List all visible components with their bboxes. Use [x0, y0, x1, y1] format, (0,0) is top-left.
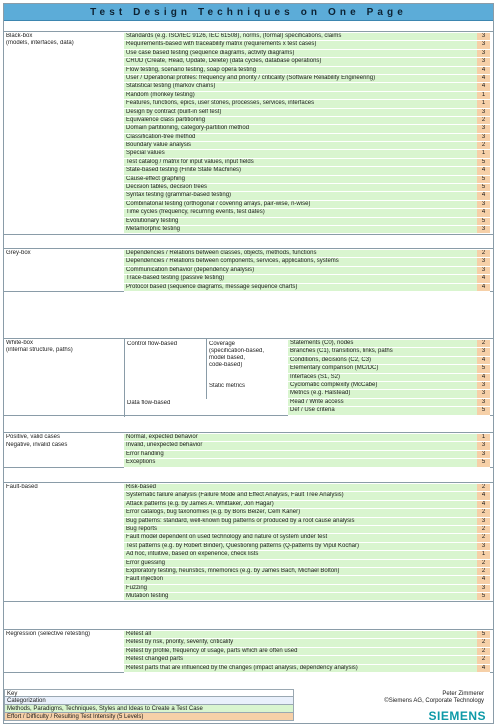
effort-level: 5	[477, 218, 490, 225]
effort-level: 4	[477, 83, 490, 90]
technique-row	[124, 526, 490, 534]
technique-text: Retest by profile, frequency of usage, parts which are often used	[126, 647, 298, 654]
technique-text: Dependencies / Relations between classes, objects, methods, functions	[126, 250, 317, 256]
technique-list	[124, 434, 490, 468]
technique-list	[124, 250, 490, 292]
technique-text: User / Operational profiles: frequency and priority / criticality (Software Reliability Engineering)	[126, 74, 376, 81]
section-label-line: Regression (selective retesting)	[6, 631, 91, 637]
effort-level: 2	[477, 560, 490, 567]
technique-row	[124, 218, 490, 226]
section-label-line: Negative, invalid cases	[6, 442, 68, 449]
technique-row	[124, 201, 490, 209]
coverage-label: code-based)	[209, 362, 243, 368]
technique-row	[124, 192, 490, 200]
technique-text: Exploratory testing, heuristics, mnemonics (e.g. by James Bach, Michael Bolton)	[126, 567, 340, 574]
section-label-line: (internal structure, paths)	[6, 347, 73, 353]
technique-text: Fault injection	[126, 576, 164, 583]
technique-row	[288, 365, 490, 373]
technique-row	[124, 459, 490, 467]
technique-row	[124, 509, 490, 517]
technique-text: Branches (C1), transitions, links, paths	[290, 348, 393, 355]
technique-text: Decision tables, decision trees	[126, 184, 208, 191]
technique-row	[124, 434, 490, 442]
effort-level: 3	[477, 50, 490, 57]
technique-row	[124, 134, 490, 142]
technique-text: Flow testing, scenario testing, soap opera testing	[126, 66, 257, 73]
section-positive-negative-cases	[4, 432, 493, 468]
technique-row	[124, 451, 490, 459]
technique-row	[124, 159, 490, 167]
technique-row	[124, 275, 490, 283]
technique-row	[288, 348, 490, 356]
section-grey-box	[4, 248, 493, 292]
technique-row	[124, 184, 490, 192]
technique-list	[124, 631, 490, 673]
section-label-line: Black-box	[6, 33, 33, 39]
technique-text: Syntax testing (grammar-based testing)	[126, 192, 232, 199]
technique-text: Requirements-based with traceability matrix (requirements x test cases)	[126, 41, 317, 48]
technique-row	[124, 576, 490, 584]
technique-row	[124, 560, 490, 568]
section-fault-based	[4, 482, 493, 602]
effort-level: 5	[477, 365, 490, 372]
technique-text: Standards (e.g. ISO/IEC 9126, IEC 61508), norms, (formal) specifications, claims	[126, 33, 342, 39]
effort-level: 2	[477, 639, 490, 646]
technique-row	[124, 100, 490, 108]
effort-level: 3	[477, 518, 490, 525]
effort-level: 2	[477, 142, 490, 149]
technique-text: Bug reports	[126, 525, 158, 532]
technique-text: Def / Use criteria	[290, 407, 335, 414]
technique-row	[124, 656, 490, 664]
technique-row	[288, 399, 490, 407]
page	[3, 3, 494, 724]
legend	[4, 687, 493, 724]
effort-level: 2	[477, 648, 490, 655]
section-label	[6, 33, 120, 47]
effort-level: 2	[477, 656, 490, 663]
technique-text: Invalid, unexpected behavior	[126, 442, 203, 449]
effort-level: 1	[477, 434, 490, 441]
effort-level: 1	[477, 100, 490, 107]
effort-level: 1	[477, 150, 490, 157]
technique-row	[124, 75, 490, 83]
effort-level: 3	[477, 543, 490, 550]
technique-text: Retest changed parts	[126, 656, 184, 663]
technique-text: Fuzzing	[126, 584, 148, 591]
effort-level: 5	[477, 593, 490, 600]
control-flow-label: Control flow-based	[127, 341, 178, 347]
section-label	[6, 434, 120, 449]
technique-text: Risk-based	[126, 484, 157, 490]
technique-row	[124, 176, 490, 184]
technique-row	[124, 250, 490, 258]
technique-text: State-based testing (Finite State Machines)	[126, 167, 242, 174]
effort-level: 4	[477, 167, 490, 174]
technique-row	[288, 357, 490, 365]
effort-level: 4	[477, 75, 490, 82]
technique-list	[124, 484, 490, 601]
title-bar	[4, 4, 493, 21]
technique-row	[124, 167, 490, 175]
section-regression	[4, 629, 493, 673]
siemens-logo: SIEMENS	[428, 709, 486, 723]
technique-row	[124, 267, 490, 275]
section-label	[6, 484, 120, 491]
technique-text: Bug patterns: standard, well-known bug patterns or produced by a root cause analysis	[126, 517, 355, 524]
effort-level: 3	[477, 125, 490, 132]
technique-row	[124, 593, 490, 601]
technique-text: Use case based testing (sequence diagrams, activity diagrams)	[126, 49, 295, 56]
technique-text: Exceptions	[126, 459, 156, 466]
effort-level: 3	[477, 134, 490, 141]
technique-text: Boundary value analysis	[126, 142, 192, 149]
effort-level: 2	[477, 117, 490, 124]
effort-level: 5	[477, 407, 490, 414]
technique-text: Design by contract (built-in self test)	[126, 108, 222, 115]
technique-row	[124, 631, 490, 639]
effort-level: 3	[477, 33, 490, 40]
technique-row	[124, 142, 490, 150]
effort-level: 3	[477, 109, 490, 116]
technique-text: Equivalence class partitioning	[126, 116, 206, 123]
technique-row	[124, 125, 490, 133]
technique-row	[288, 374, 490, 382]
technique-text: Metamorphic testing	[126, 225, 181, 232]
technique-row	[288, 407, 490, 415]
effort-level: 2	[477, 484, 490, 491]
technique-row	[288, 340, 490, 348]
section-label-line: Fault-based	[6, 484, 38, 490]
effort-level: 4	[477, 576, 490, 583]
effort-level: 3	[477, 226, 490, 233]
effort-level: 4	[477, 492, 490, 499]
technique-text: Elementary comparison (MC/DC)	[290, 365, 379, 372]
section-label-line: Grey-box	[6, 250, 31, 256]
section-white-box	[4, 338, 493, 416]
technique-text: Normal, expected behavior	[126, 434, 198, 440]
technique-text: Test catalog / matrix for input values, input fields	[126, 158, 254, 165]
author-block	[384, 691, 484, 705]
technique-row	[124, 117, 490, 125]
effort-level: 2	[477, 509, 490, 516]
technique-text: Conditions, decisions (C2, C3)	[290, 356, 372, 363]
section-label	[6, 250, 120, 257]
effort-level: 3	[477, 451, 490, 458]
author-name: Peter Zimmerer	[442, 691, 484, 697]
effort-level: 3	[477, 585, 490, 592]
technique-text: Attack patterns (e.g. by James A. Whittaker, Jon Hagar)	[126, 500, 274, 507]
effort-level: 3	[477, 399, 490, 406]
technique-text: Protocol based (sequence diagrams, message sequence charts)	[126, 283, 298, 290]
technique-row	[124, 551, 490, 559]
section-label-line: (models, interfaces, data)	[6, 40, 74, 46]
technique-text: Statistical testing (markov chains)	[126, 83, 216, 90]
technique-text: Error handling	[126, 450, 164, 457]
effort-level: 4	[477, 284, 490, 291]
effort-level: 2	[477, 534, 490, 541]
technique-row	[124, 67, 490, 75]
technique-row	[124, 50, 490, 58]
technique-text: Test patterns (e.g. by Robert Binder), Questioning patterns (Q-patterns by Vipul Kochar)	[126, 542, 360, 549]
effort-level: 4	[477, 67, 490, 74]
technique-row	[124, 109, 490, 117]
coverage-label: (specification-based,	[209, 348, 265, 354]
effort-level: 3	[477, 390, 490, 397]
effort-level: 1	[477, 551, 490, 558]
technique-text: Interfaces (S1, S2)	[290, 373, 341, 380]
section-black-box	[4, 31, 493, 235]
technique-text: Cause-effect graphing	[126, 175, 185, 182]
technique-text: Statements (C0), nodes	[290, 340, 354, 346]
effort-level: 5	[477, 459, 490, 466]
technique-list	[124, 33, 490, 234]
coverage-label: Coverage	[209, 341, 236, 347]
technique-text: Mutation testing	[126, 593, 169, 600]
technique-text: Evolutionary testing	[126, 217, 179, 224]
technique-row	[288, 390, 490, 398]
technique-row	[124, 150, 490, 158]
effort-level: 3	[477, 442, 490, 449]
technique-text: Classification-tree method	[126, 133, 196, 140]
technique-text: Time cycles (frequency, recurring events, test dates)	[126, 209, 265, 216]
technique-row	[124, 543, 490, 551]
technique-row	[124, 534, 490, 542]
technique-row	[124, 33, 490, 41]
legend-effort: Effort / Difficulty / Resulting Test Intensity (5 Levels)	[4, 713, 294, 721]
technique-row	[124, 209, 490, 217]
effort-level: 4	[477, 357, 490, 364]
technique-row	[124, 484, 490, 492]
technique-row	[124, 585, 490, 593]
effort-level: 3	[477, 267, 490, 274]
technique-row	[124, 639, 490, 647]
technique-row	[124, 226, 490, 234]
coverage-label: model based,	[209, 355, 246, 361]
effort-level: 3	[477, 201, 490, 208]
effort-level: 2	[477, 340, 490, 347]
effort-level: 2	[477, 568, 490, 575]
technique-text: CRUD (Create, Read, Update, Delete) (data cycles, database operations)	[126, 58, 322, 65]
section-label	[6, 631, 120, 638]
technique-text: Domain partitioning, category-partition method	[126, 125, 250, 132]
effort-level: 4	[477, 665, 490, 672]
static-metrics-label: Static metrics	[209, 383, 246, 389]
technique-row	[124, 648, 490, 656]
section-label-line: White-box	[6, 340, 34, 346]
technique-text: Retest by risk, priority, severity, criticality	[126, 639, 234, 646]
effort-level: 3	[477, 382, 490, 389]
technique-text: Combinatorial testing (orthogonal / covering arrays, pair-wise, n-wise)	[126, 200, 311, 207]
technique-row	[124, 83, 490, 91]
technique-text: Random (monkey testing)	[126, 91, 195, 98]
divider	[206, 339, 207, 399]
effort-level: 3	[477, 41, 490, 48]
technique-row	[124, 41, 490, 49]
effort-level: 3	[477, 58, 490, 65]
effort-level: 5	[477, 631, 490, 638]
effort-level: 5	[477, 159, 490, 166]
divider	[124, 339, 125, 417]
technique-text: Retest parts that are influenced by the changes (impact analysis, dependency analysis)	[126, 664, 358, 671]
technique-row	[124, 58, 490, 66]
technique-row	[124, 568, 490, 576]
legend-methods: Methods, Paradigms, Techniques, Styles and Ideas to Create a Test Case	[4, 705, 294, 713]
technique-row	[124, 665, 490, 673]
effort-level: 2	[477, 250, 490, 257]
technique-text: Ad hoc, intuitive, based on experience, check lists	[126, 551, 259, 558]
effort-level: 4	[477, 501, 490, 508]
effort-level: 5	[477, 184, 490, 191]
legend-categorization: Categorization	[4, 697, 294, 705]
page-title: Test Design Techniques on One Page	[90, 7, 407, 18]
technique-text: Systematic failure analysis (Failure Mode and Effect Analysis, Fault Tree Analysis)	[126, 492, 344, 499]
technique-row	[124, 258, 490, 266]
author-org: ©Siemens AG, Corporate Technology	[384, 698, 484, 704]
section-label	[6, 340, 120, 354]
technique-text: Trace-based testing (passive testing)	[126, 275, 225, 282]
section-label-line: Positive, valid cases	[6, 434, 61, 440]
data-flow-label: Data flow-based	[127, 399, 171, 406]
effort-level: 4	[477, 192, 490, 199]
technique-row	[124, 518, 490, 526]
technique-text: Fault model dependent on used technology and nature of system under test	[126, 534, 328, 541]
technique-row	[124, 501, 490, 509]
technique-text: Read / Write access	[290, 398, 344, 405]
technique-text: Communication behavior (dependency analysis)	[126, 266, 255, 273]
effort-level: 3	[477, 348, 490, 355]
technique-text: Features, functions, epics, user stories, processes, services, interfaces	[126, 100, 315, 107]
technique-list	[288, 340, 490, 416]
technique-row	[288, 382, 490, 390]
technique-row	[124, 492, 490, 500]
legend-key: Key	[4, 689, 294, 697]
technique-text: Metrics (e.g. Halstead)	[290, 390, 351, 397]
effort-level: 5	[477, 176, 490, 183]
technique-row	[124, 442, 490, 450]
technique-text: Retest all	[126, 631, 152, 637]
technique-text: Error guessing	[126, 559, 166, 566]
technique-text: Error catalogs, bug taxonomies (e.g. by Boris Beizer, Cem Kaner)	[126, 509, 301, 516]
technique-text: Dependencies / Relations between components, services, applications, systems	[126, 258, 339, 265]
technique-text: Special values	[126, 150, 165, 157]
effort-level: 4	[477, 374, 490, 381]
technique-row	[124, 284, 490, 292]
technique-row	[124, 92, 490, 100]
effort-level: 4	[477, 275, 490, 282]
effort-level: 4	[477, 209, 490, 216]
technique-text: Cyclomatic complexity (McCabe)	[290, 381, 378, 388]
effort-level: 3	[477, 258, 490, 265]
effort-level: 2	[477, 526, 490, 533]
effort-level: 1	[477, 92, 490, 99]
